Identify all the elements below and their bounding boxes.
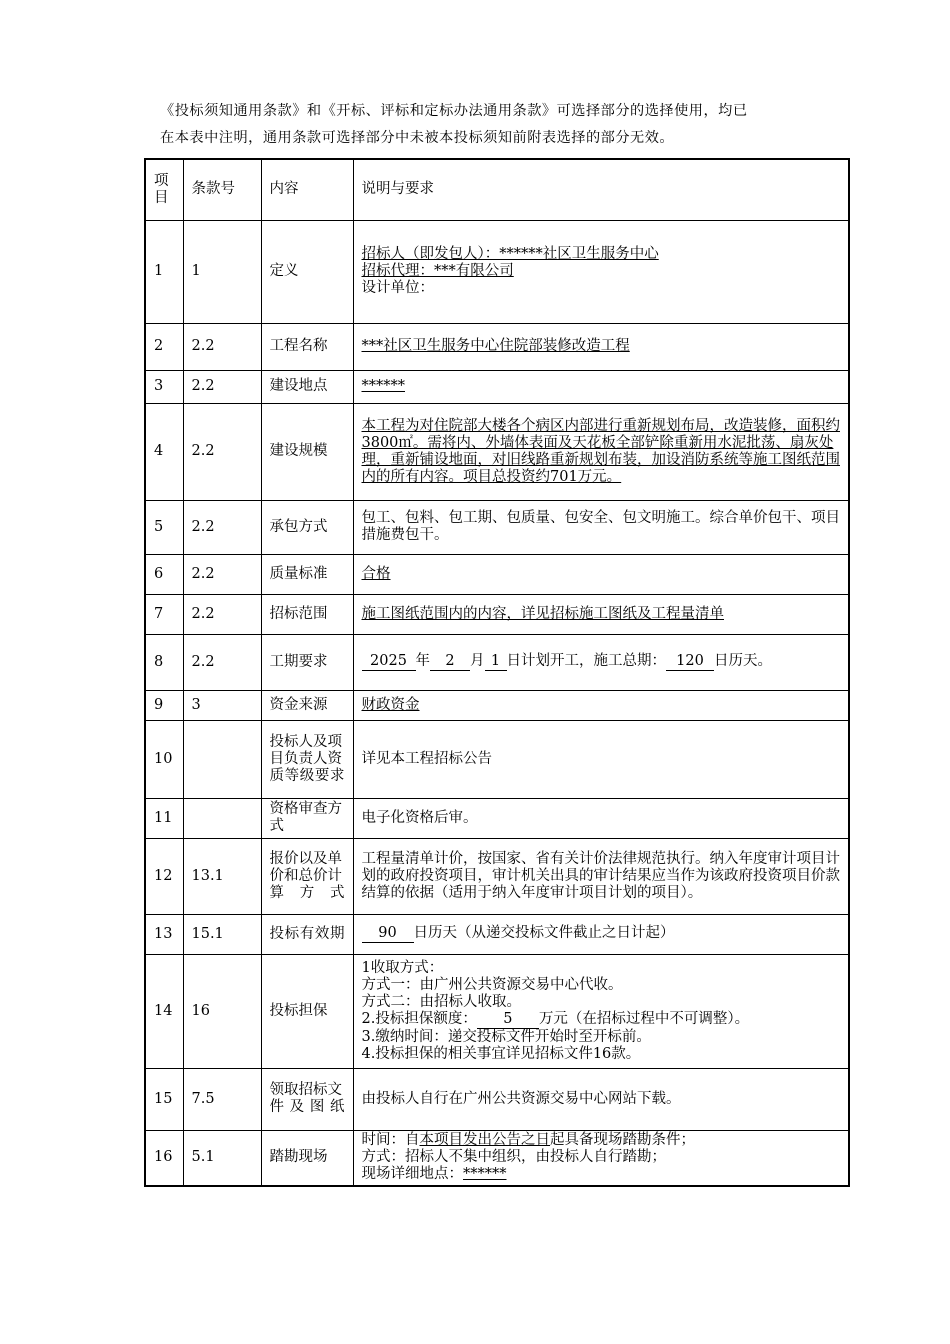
start-year: 2025 [362,653,416,671]
table-row [145,403,849,500]
duration-label: 日计划开工，施工总期： [506,653,666,669]
row-description [353,403,849,500]
row-number: 10 [145,720,183,798]
bid-notice-table [144,158,850,1187]
row-description [353,914,849,954]
row-content: 建设地点 [261,370,353,403]
project-name: ***社区卫生服务中心住院部装修改造工程 [361,338,630,354]
row-content: 资格审查方式 [261,798,353,838]
table-row [145,1068,849,1130]
row-number: 7 [145,594,183,634]
intro-line-2: 在本表中注明，通用条款可选择部分中未被本投标须知前附表选择的部分无效。 [160,130,675,146]
row-description: 由投标人自行在广州公共资源交易中心网站下载。 [353,1068,849,1130]
tenderer-line [362,246,841,263]
survey-location-label: 现场详细地点： [361,1166,463,1183]
row-number: 8 [145,634,183,690]
guarantee-line-1: 1收取方式： [361,959,444,976]
row-description: 工程量清单计价，按国家、省有关计价法律规范执行。纳入年度审计项目计划的政府投资项目，审计机关出具的审计结果应当作为该政府投资项目价款结算的依据（适用于纳入年度审计项目计划的项目）。 [353,838,849,914]
row-clause: 2.2 [183,370,261,403]
calendar-days-label: 日历天。 [714,653,772,669]
survey-time-line [362,1132,841,1149]
header-content: 内容 [261,159,353,220]
table-row [145,554,849,594]
row-number: 15 [145,1068,183,1130]
row-number: 11 [145,798,183,838]
survey-location-value: ****** [463,1166,507,1183]
row-description: 电子化资格后审。 [353,798,849,838]
row-clause: 5.1 [183,1130,261,1186]
tenderer-text: 招标人（即发包人）：******社区卫生服务中心 [361,246,659,262]
row-number: 5 [145,500,183,554]
row-content: 定义 [261,220,353,323]
row-content: 质量标准 [261,554,353,594]
row-clause [183,798,261,838]
bid-scope: 施工图纸范围内的内容，详见招标施工图纸及工程量清单 [361,605,724,622]
month-label: 月 [470,653,485,669]
row-description [353,370,849,403]
row-number: 3 [145,370,183,403]
validity-note: 日历天（从递交投标文件截止之日计起） [413,925,675,941]
duration-days: 120 [666,653,714,671]
row-content: 建设规模 [261,403,353,500]
agent-line [362,263,841,280]
survey-method-line: 方式：招标人不集中组织，由投标人自行踏勘； [361,1149,666,1166]
row-content: 工期要求 [261,634,353,690]
table-row [145,838,849,914]
start-day: 1 [485,653,507,671]
guarantee-amount: 5 [477,1011,539,1029]
row-description [353,554,849,594]
row-clause: 2.2 [183,403,261,500]
guarantee-line-6: 4.投标担保的相关事宜详见招标文件16款。 [361,1045,641,1062]
table-row [145,323,849,370]
table-row [145,798,849,838]
row-content: 承包方式 [261,500,353,554]
row-clause [183,720,261,798]
table-row [145,500,849,554]
row-clause: 2.2 [183,323,261,370]
survey-time-suffix: 起具备现场踏勘条件； [550,1132,695,1149]
table-header-row [145,159,849,220]
table-row [145,720,849,798]
guarantee-line-2: 方式一：由广州公共资源交易中心代收。 [361,976,623,993]
row-description [353,1130,849,1186]
row-content: 投标担保 [261,954,353,1068]
table-row [145,1130,849,1186]
row-description [353,954,849,1068]
row-clause: 16 [183,954,261,1068]
site-location: ****** [361,378,405,394]
row-clause: 15.1 [183,914,261,954]
agent-text: 招标代理：***有限公司 [361,263,514,279]
row-content: 投标人及项目负责人资质等级要求 [261,720,353,798]
intro-line-1: 《投标须知通用条款》和《开标、评标和定标办法通用条款》可选择部分的选择使用，均已 [160,103,748,119]
table-row [145,914,849,954]
row-content: 工程名称 [261,323,353,370]
row-content: 领取招标文件及图纸 [261,1068,353,1130]
quality-standard: 合格 [361,565,391,582]
row-description [353,594,849,634]
validity-days: 90 [362,925,414,943]
row-clause: 13.1 [183,838,261,914]
table-row [145,370,849,403]
row-clause: 1 [183,220,261,323]
guarantee-amount-label: 2.投标担保额度： [361,1010,477,1027]
row-clause: 2.2 [183,554,261,594]
row-description [353,323,849,370]
row-description [353,634,849,690]
row-number: 13 [145,914,183,954]
survey-time-value: 本项目发出公告之日 [419,1132,550,1149]
row-number: 9 [145,690,183,720]
survey-location-line [362,1166,841,1183]
row-clause: 2.2 [183,500,261,554]
survey-time-label: 时间：自 [361,1132,420,1149]
table-row [145,594,849,634]
intro-paragraph [160,98,840,152]
header-description: 说明与要求 [353,159,849,220]
guarantee-line-5: 3.缴纳时间：递交投标文件开始时至开标前。 [361,1028,651,1045]
table-row [145,220,849,323]
guarantee-line-4 [362,1011,841,1029]
start-month: 2 [430,653,470,671]
row-clause: 2.2 [183,594,261,634]
row-content: 招标范围 [261,594,353,634]
row-number: 16 [145,1130,183,1186]
row-description: 包工、包料、包工期、包质量、包安全、包文明施工。综合单价包干、项目措施费包干。 [353,500,849,554]
designer-line: 设计单位： [361,280,434,296]
row-number: 2 [145,323,183,370]
guarantee-line-3: 方式二：由招标人收取。 [361,993,521,1010]
table-row [145,954,849,1068]
row-number: 14 [145,954,183,1068]
guarantee-amount-unit: 万元（在招标过程中不可调整）。 [538,1010,750,1027]
row-content: 投标有效期 [261,914,353,954]
row-number: 4 [145,403,183,500]
header-item: 项目 [145,159,183,220]
fund-source: 财政资金 [361,696,420,713]
row-description [353,690,849,720]
row-number: 12 [145,838,183,914]
row-content: 资金来源 [261,690,353,720]
header-clause: 条款号 [183,159,261,220]
row-clause: 2.2 [183,634,261,690]
table-row [145,634,849,690]
row-content: 报价以及单价和总价计算方式 [261,838,353,914]
row-clause: 7.5 [183,1068,261,1130]
row-number: 1 [145,220,183,323]
row-clause: 3 [183,690,261,720]
table-row [145,690,849,720]
row-description: 详见本工程招标公告 [353,720,849,798]
project-scale: 本工程为对住院部大楼各个病区内部进行重新规划布局，改造装修，面积约3800㎡。需将内、外墙体表面及天花板全部铲除重新用水泥批荡、扇灰处理，重新铺设地面，对旧线路重新规划布装，加设消防系统等施工图纸范围内的所有内容。项目总投资约701万元。 [361,417,840,485]
row-number: 6 [145,554,183,594]
row-description [353,220,849,323]
year-label: 年 [415,653,430,669]
row-content: 踏勘现场 [261,1130,353,1186]
